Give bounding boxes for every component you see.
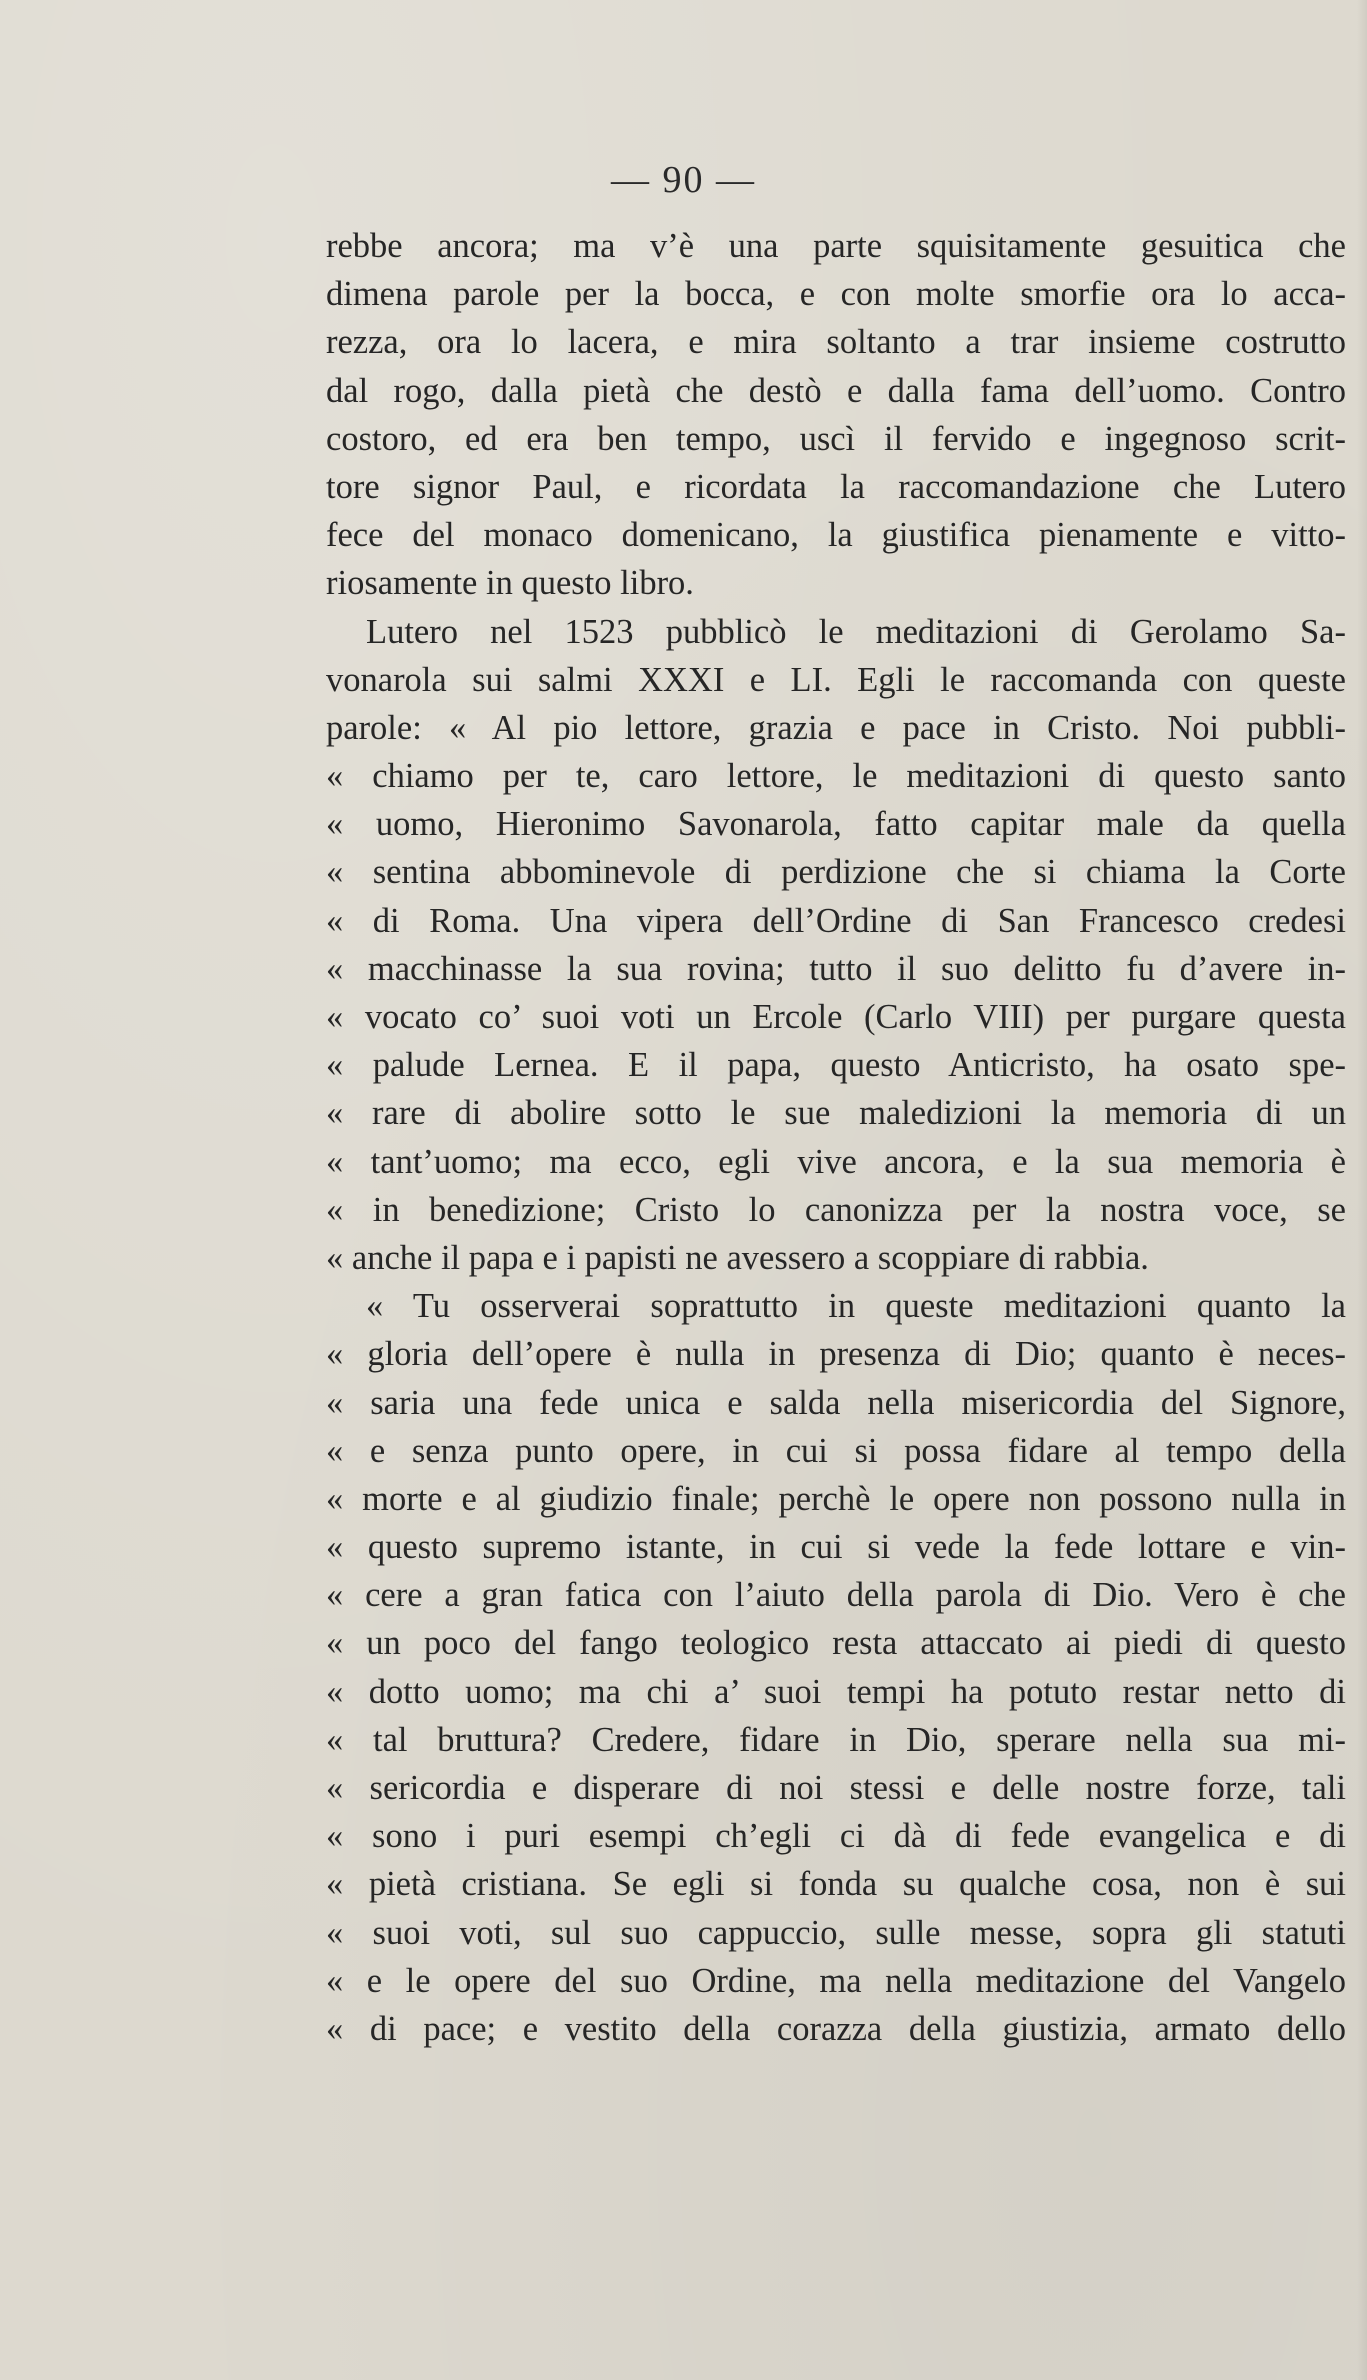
text-line: « pietà cristiana. Se egli si fonda su qualche cosa, non è sui [326, 1865, 1346, 1904]
text-line: « vocato co’ suoi voti un Ercole (Carlo VIII) per purgare questa [326, 998, 1346, 1036]
text-line: « gloria dell’opere è nulla in presenza di Dio; quanto è neces- [326, 1335, 1346, 1374]
text-line: « morte e al giudizio finale; perchè le opere non possono nulla in [326, 1479, 1346, 1518]
text-line: « anche il papa e i papisti ne avessero a scoppiare di rabbia. [326, 1238, 1149, 1277]
text-line: « sono i puri esempi ch’egli ci dà di fede evangelica e di [326, 1817, 1346, 1856]
text-line: « in benedizione; Cristo lo canonizza per la nostra voce, se [326, 1190, 1346, 1229]
text-line: Lutero nel 1523 pubblicò le meditazioni di Gerolamo Sa- [366, 612, 1346, 651]
text-line: « dotto uomo; ma chi a’ suoi tempi ha potuto restar netto di [326, 1672, 1346, 1711]
text-line: dal rogo, dalla pietà che destò e dalla fama dell’uomo. Contro [326, 371, 1346, 410]
text-line: « cere a gran fatica con l’aiuto della parola di Dio. Vero è che [326, 1576, 1346, 1615]
text-line: « chiamo per te, caro lettore, le meditazioni di questo santo [326, 757, 1346, 796]
text-line: rezza, ora lo lacera, e mira soltanto a trar insieme costrutto [326, 323, 1346, 362]
text-line: « sentina abbominevole di perdizione che si chiama la Corte [326, 853, 1346, 892]
text-line: « uomo, Hieronimo Savonarola, fatto capitar male da quella [326, 805, 1346, 844]
text-line: dimena parole per la bocca, e con molte smorfie ora lo acca- [326, 275, 1346, 314]
text-line: rebbe ancora; ma v’è una parte squisitamente gesuitica che [326, 227, 1346, 265]
text-line: « Tu osserverai soprattutto in queste meditazioni quanto la [366, 1287, 1346, 1326]
text-line: costoro, ed era ben tempo, uscì il fervido e ingegnoso scrit- [326, 419, 1346, 458]
text-line: riosamente in questo libro. [326, 564, 694, 603]
text-line: vonarola sui salmi XXXI e LI. Egli le raccomanda con queste [326, 660, 1346, 699]
text-line: « macchinasse la sua rovina; tutto il suo delitto fu d’avere in- [326, 949, 1346, 988]
text-line: « rare di abolire sotto le sue maledizioni la memoria di un [326, 1094, 1346, 1133]
text-line: fece del monaco domenicano, la giustifica pienamente e vitto- [326, 516, 1346, 555]
text-line: « di pace; e vestito della corazza della giustizia, armato dello [326, 2009, 1346, 2048]
text-line: « e le opere del suo Ordine, ma nella meditazione del Vangelo [326, 1961, 1346, 2000]
text-line: tore signor Paul, e ricordata la raccomandazione che Lutero [326, 467, 1346, 506]
page-edge-shadow [1357, 0, 1367, 2380]
text-line: parole: « Al pio lettore, grazia e pace in Cristo. Noi pubbli- [326, 708, 1346, 747]
text-line: « questo supremo istante, in cui si vede la fede lottare e vin- [326, 1528, 1346, 1567]
text-line: « e senza punto opere, in cui si possa fidare al tempo della [326, 1431, 1346, 1470]
text-line: « suoi voti, sul suo cappuccio, sulle messe, sopra gli statuti [326, 1913, 1346, 1952]
text-line: « saria una fede unica e salda nella misericordia del Signore, [326, 1383, 1346, 1422]
text-line: « sericordia e disperare di noi stessi e delle nostre forze, tali [326, 1769, 1346, 1807]
page-number: — 90 — [611, 159, 756, 201]
text-line: « un poco del fango teologico resta attaccato ai piedi di questo [326, 1624, 1346, 1663]
text-line: « tant’uomo; ma ecco, egli vive ancora, e la sua memoria è [326, 1142, 1346, 1181]
body-text [326, 222, 1346, 2053]
text-line: « di Roma. Una vipera dell’Ordine di San Francesco credesi [326, 901, 1346, 940]
text-line: « palude Lernea. E il papa, questo Anticristo, ha osato spe- [326, 1046, 1346, 1085]
text-line: « tal bruttura? Credere, fidare in Dio, sperare nella sua mi- [326, 1720, 1346, 1759]
